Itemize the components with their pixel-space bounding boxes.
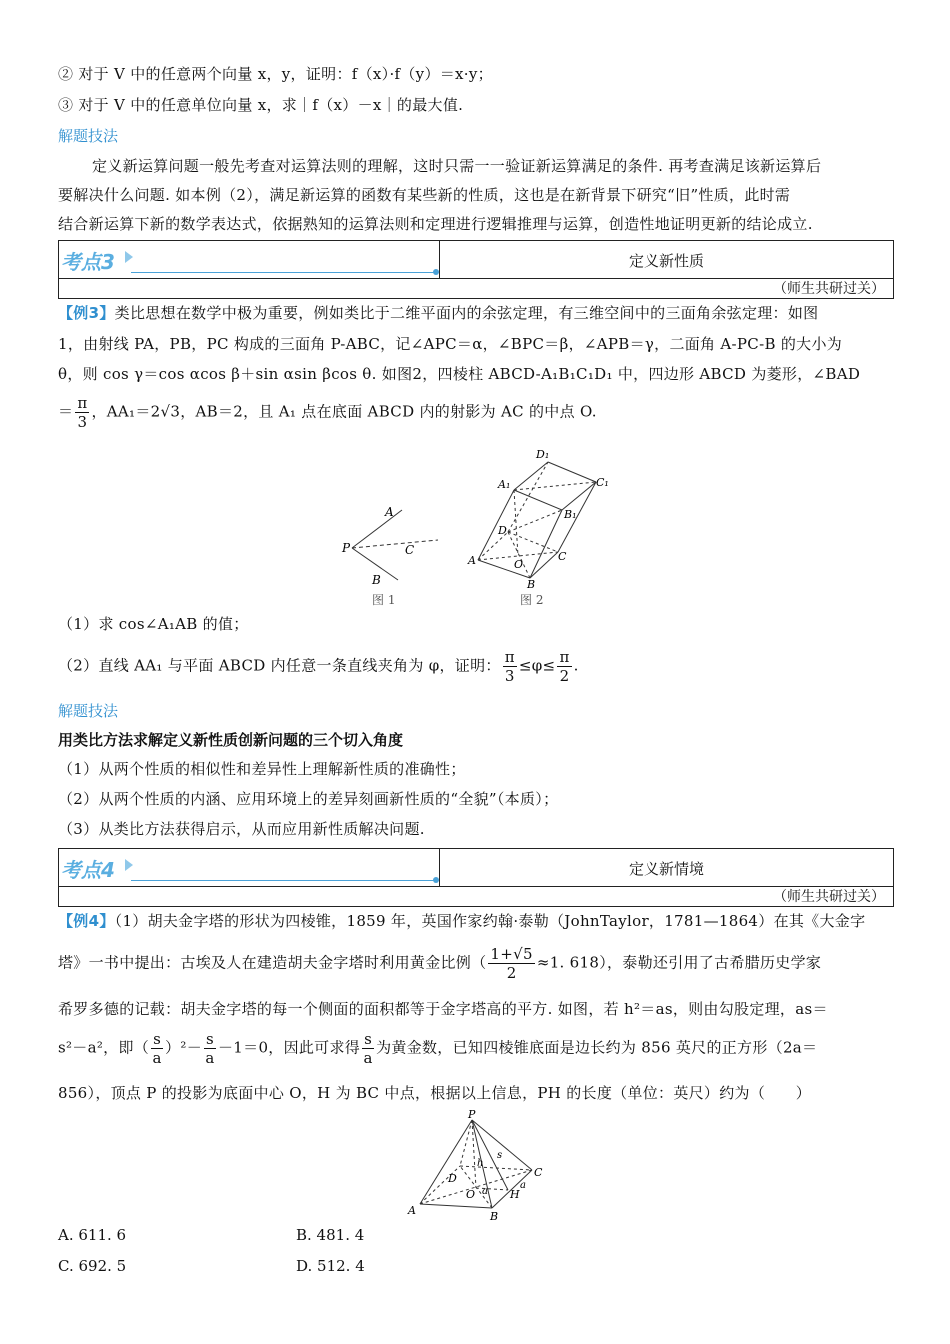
text: 塔》一书中提出：古埃及人在建造胡夫金字塔时利用黄金比例（	[58, 953, 487, 972]
text: ）²－	[165, 1038, 202, 1057]
tips-label: 解题技法	[58, 127, 119, 145]
tips-heading: 用类比方法求解定义新性质创新问题的三个切入角度	[58, 731, 404, 749]
denominator: a	[152, 1049, 162, 1067]
section-subtitle	[58, 886, 894, 907]
text: ，AA₁＝2√3，AB＝2，且 A₁ 点在底面 ABCD 内的射影为 AC 的中点 O.	[91, 402, 597, 421]
pyr-label-a: a	[482, 1186, 488, 1197]
pyr-label-hh: H	[510, 1188, 520, 1201]
fraction	[204, 1030, 216, 1067]
tips-paragraph-line: 要解决什么问题. 如本例（2），满足新运算的函数有某些新的性质，这也是在新背景下研究“旧”性质，此时需	[58, 186, 791, 204]
play-arrow-icon	[125, 859, 133, 871]
text: s²－a²，即（	[58, 1038, 150, 1057]
example-text-line	[58, 394, 892, 431]
example-text: 希罗多德的记载：胡夫金字塔的每一个侧面的面积都等于金字塔高的平方. 如图，若 h²＝as，则由勾股定理，as＝	[58, 1000, 828, 1018]
section-subtitle-text: （师生共研过关）	[773, 889, 885, 905]
example-text: θ，则 cos γ＝cos αcos β＋sin αsin βcos θ. 如图2，四棱柱 ABCD-A₁B₁C₁D₁ 中，四边形 ABCD 为菱形，∠BAD	[58, 365, 861, 383]
divider	[131, 880, 437, 881]
example-text: 856），顶点 P 的投影为底面中心 O，H 为 BC 中点，根据以上信息，PH 的长度（单位：英尺）约为（ ）	[58, 1084, 812, 1102]
section-header-kd4	[58, 848, 894, 887]
section-title: 定义新情境	[628, 860, 704, 878]
text: ≈1. 618），泰勒还引用了古希腊历史学家	[536, 953, 822, 972]
item-2: ② 对于 V 中的任意两个向量 x，y，证明：f（x）·f（y）＝x·y；	[58, 65, 493, 83]
section-title: 定义新性质	[628, 252, 704, 270]
divider	[131, 272, 437, 273]
text: （2）直线 AA₁ 与平面 ABCD 内任意一条直线夹角为 φ，证明：	[58, 656, 501, 675]
pyr-label-p: P	[468, 1108, 476, 1121]
example-text-line	[58, 1030, 892, 1067]
fraction	[557, 648, 571, 685]
pyr-label-c: C	[534, 1166, 543, 1179]
question-1: （1）求 cos∠A₁AB 的值；	[58, 615, 249, 633]
denominator: 3	[504, 667, 515, 685]
fig2-label-b: B	[527, 578, 536, 591]
fig1-label-b: B	[372, 573, 381, 587]
tips-item: （2）从两个性质的内涵、应用环境上的差异刻画新性质的“全貌”（本质）；	[58, 790, 559, 808]
example-tag: 【例4】	[58, 912, 115, 930]
text: ≤φ≤	[518, 656, 556, 675]
denominator: 2	[506, 964, 517, 982]
play-arrow-icon	[125, 251, 133, 263]
pyr-label-s: s	[497, 1150, 503, 1161]
section-subtitle-text: （师生共研过关）	[773, 281, 885, 297]
section-header-kd3	[58, 240, 894, 279]
numerator: s	[364, 1030, 373, 1048]
numerator: s	[153, 1030, 162, 1048]
denominator: 2	[559, 667, 570, 685]
figure-2	[478, 462, 596, 578]
numerator: 1+√5	[490, 945, 533, 963]
tips-paragraph-line: 结合新运算下新的数学表达式，依据熟知的运算法则和定理进行逻辑推理与运算，创造性地证明更新的结论成立.	[58, 215, 813, 233]
example-tag: 【例3】	[58, 304, 115, 322]
fig2-label-a1: A₁	[498, 478, 511, 491]
pyr-label-o: O	[466, 1188, 476, 1201]
example-text: 1，由射线 PA，PB，PC 构成的三面角 P-ABC，记∠APC＝α，∠BPC＝β，∠APB＝γ，二面角 A-PC-B 的大小为	[58, 335, 843, 353]
fig2-label-d1: D₁	[536, 448, 550, 461]
example-text: 类比思想在数学中极为重要，例如类比于二维平面内的余弦定理，有三维空间中的三面角余弦定理：如图	[114, 304, 819, 322]
figures-example-3	[330, 440, 630, 610]
numerator: π	[504, 648, 515, 666]
example-text: （1）胡夫金字塔的形状为四棱锥，1859 年，英国作家约翰·泰勒（JohnTaylor，1781—1864）在其《大金字	[114, 912, 866, 930]
fraction	[151, 1030, 163, 1067]
fraction	[75, 394, 89, 431]
fig2-label-o: O	[514, 558, 524, 571]
option-b[interactable]: B. 481. 4	[296, 1226, 365, 1244]
section-subtitle	[58, 278, 894, 299]
denominator: a	[205, 1049, 215, 1067]
fraction	[503, 648, 517, 685]
pyr-label-a2: a	[520, 1180, 526, 1191]
text: 为黄金数，已知四棱锥底面是边长约为 856 英尺的正方形（2a＝	[376, 1038, 818, 1057]
option-a[interactable]: A. 611. 6	[58, 1226, 127, 1244]
tips-item: （1）从两个性质的相似性和差异性上理解新性质的准确性；	[58, 760, 466, 778]
pyr-label-h: h	[477, 1158, 484, 1169]
example-text-line	[58, 945, 892, 982]
section-label: 考点4	[61, 858, 115, 882]
fig2-label-d: D	[498, 524, 507, 537]
tips-label: 解题技法	[58, 702, 119, 720]
fig1-label-c: C	[405, 543, 415, 557]
numerator: s	[206, 1030, 214, 1048]
pyr-label-a-vertex: A	[408, 1204, 416, 1217]
section-label: 考点3	[61, 250, 115, 274]
option-c[interactable]: C. 692. 5	[58, 1257, 127, 1275]
fig2-label-b1: B₁	[564, 508, 577, 521]
numerator: π	[77, 394, 88, 412]
fig2-label-c: C	[558, 550, 567, 563]
tips-item: （3）从类比方法获得启示，从而应用新性质解决问题.	[58, 820, 425, 838]
fraction	[362, 1030, 374, 1067]
fig1-label-p: P	[342, 541, 351, 555]
question-2	[58, 648, 892, 685]
pyr-label-d: D	[448, 1172, 457, 1185]
pyr-label-b: B	[490, 1210, 499, 1223]
figure-1	[352, 510, 438, 580]
text: －1＝0，因此可求得	[218, 1038, 361, 1057]
item-3: ③ 对于 V 中的任意单位向量 x，求｜f（x）－x｜的最大值.	[58, 96, 464, 114]
fig2-label-a: A	[468, 554, 476, 567]
numerator: π	[559, 648, 570, 666]
denominator: a	[363, 1049, 373, 1067]
fig2-label-c1: C₁	[596, 476, 609, 489]
denominator: 3	[77, 413, 88, 431]
fraction	[488, 945, 534, 982]
text: ＝	[58, 402, 74, 421]
option-d[interactable]: D. 512. 4	[296, 1257, 365, 1275]
text: .	[573, 656, 579, 675]
tips-paragraph-line: 定义新运算问题一般先考查对运算法则的理解，这时只需一一验证新运算满足的条件. 再考查满足该新运算后	[92, 157, 822, 175]
fig1-label-a: A	[385, 505, 394, 519]
figure-1-caption: 图 1	[372, 593, 396, 607]
figure-2-caption: 图 2	[520, 593, 544, 607]
pyramid-figure	[400, 1108, 560, 1224]
